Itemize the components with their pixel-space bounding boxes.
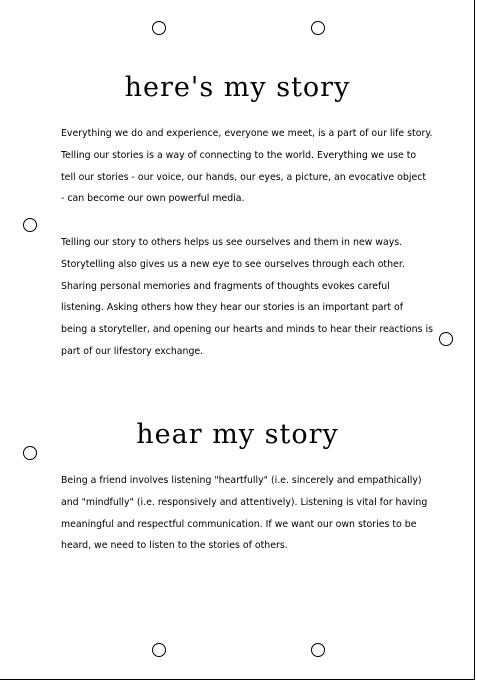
section-title-hear-my-story: hear my story xyxy=(136,419,339,450)
binder-hole-left-upper xyxy=(23,218,37,232)
binder-hole-bottom-right xyxy=(311,643,325,657)
text-line: meaningful and respectful communication. If we want our own stories to be xyxy=(61,518,417,530)
section1-paragraph-2 xyxy=(61,232,433,363)
text-line: listening. Asking others how they hear our stories is an important part of xyxy=(61,302,404,314)
binder-hole-top-right xyxy=(311,21,325,35)
binder-hole-bottom-left xyxy=(152,643,166,657)
binder-hole-right-middle xyxy=(439,332,453,346)
text-line: Sharing personal memories and fragments of thoughts evokes careful xyxy=(61,280,390,292)
section-title-heres-my-story: here's my story xyxy=(124,72,351,103)
text-line: heard, we need to listen to the stories of others. xyxy=(61,540,288,552)
binder-hole-top-left xyxy=(152,21,166,35)
text-line: Being a friend involves listening "heartfully" (i.e. sincerely and empathically) xyxy=(61,475,422,486)
text-line: Everything we do and experience, everyone we meet, is a part of our life story. xyxy=(61,128,433,139)
text-line: and "mindfully" (i.e. responsively and attentively). Listening is vital for having xyxy=(61,496,428,508)
text-line: - can become our own powerful media. xyxy=(61,193,245,205)
text-line: tell our stories - our voice, our hands, our eyes, a picture, an evocative object xyxy=(61,171,427,183)
text-line: Telling our stories is a way of connecting to the world. Everything we use to xyxy=(61,149,417,161)
text-line: part of our lifestory exchange. xyxy=(61,345,204,357)
section1-paragraph-1 xyxy=(61,123,433,210)
text-line: Telling our story to others helps us see ourselves and them in new ways. xyxy=(61,237,403,248)
section2-paragraph-1 xyxy=(61,470,428,557)
text-line: Storytelling also gives us a new eye to see ourselves through each other. xyxy=(61,258,405,270)
text-line: being a storyteller, and opening our hearts and minds to hear their reactions is xyxy=(61,324,433,336)
